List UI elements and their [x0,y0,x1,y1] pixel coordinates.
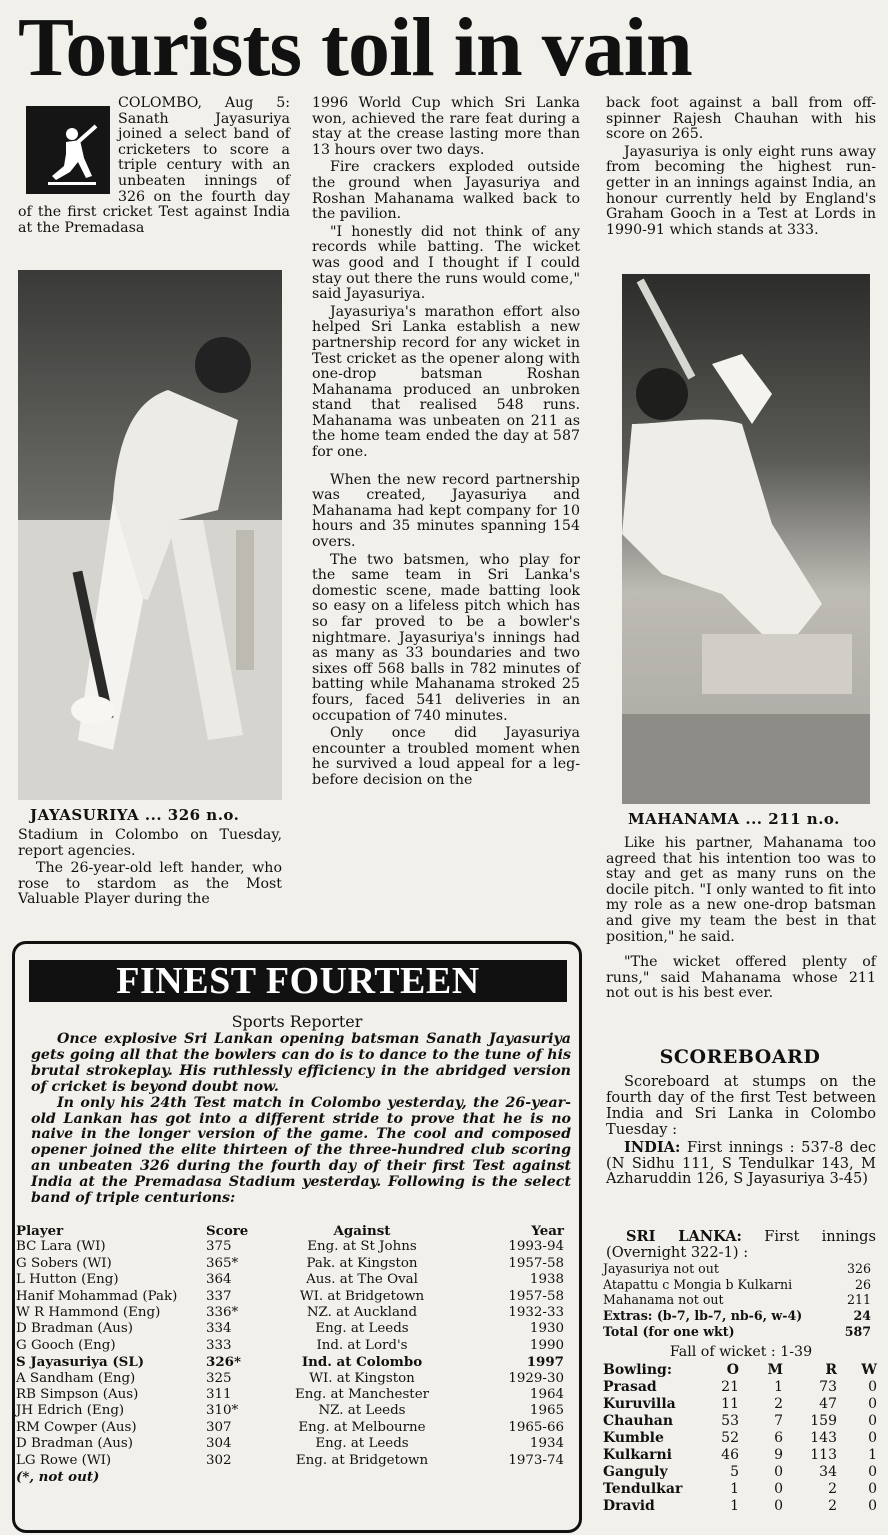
overs-cell: 52 [721,1430,739,1446]
maidens-cell: 2 [774,1396,783,1412]
column3-paragraph-1: back foot against a ball from off-spinner Rajesh Chauhan with his score on 265. [606,95,876,143]
batting-row [603,1277,877,1293]
year-cell: 1990 [529,1337,564,1353]
bowler-cell: Chauhan [603,1413,673,1429]
runs-cell: 34 [819,1464,837,1480]
bowling-row [603,1464,877,1481]
table-row [16,1420,564,1436]
table-row [16,1338,564,1354]
score-cell: 311 [206,1387,232,1403]
header-score: Score [206,1223,249,1239]
column3-paragraph-4: "The wicket offered plenty of runs," said Mahanama whose 211 not out is his best ever. [606,954,876,1002]
table-row [16,1403,564,1419]
runs-cell: 211 [846,1292,871,1308]
score-cell: 310* [206,1403,239,1419]
wickets-cell: 1 [868,1447,877,1463]
table-footnote: (*, not out) [16,1469,100,1486]
player-cell: S Jayasuriya (SL) [16,1354,145,1371]
against-cell: NZ. at Leeds [318,1403,406,1419]
player-cell: A Sandham (Eng) [16,1370,136,1386]
wickets-cell: 0 [868,1396,877,1412]
runs-cell: 113 [810,1447,837,1463]
bowling-row [603,1481,877,1498]
year-cell: 1973-74 [508,1452,564,1468]
column2-paragraph-3: "I honestly did not think of any records while batting. The wicket was good and I thought if I could stay out there the runs would come," said Jayasuriya. [312,223,580,303]
score-cell: 336* [206,1305,239,1321]
bowling-row [603,1498,877,1515]
bowling-row [603,1379,877,1396]
column3-paragraph-3: Like his partner, Mahanama too agreed that his intention too was to stay and get as many runs on the docile pitch. "I only wanted to fit into my role as a new one-drop batsman and give my team the best in that position," he said. [606,835,876,945]
sri-lanka-innings: First innings (Overnight 322-1) : [606,1228,876,1261]
maidens-cell: 0 [774,1464,783,1480]
column1-bottom [18,828,282,910]
header-year: Year [531,1223,564,1239]
bowling-row [603,1413,877,1430]
runs-cell: 143 [810,1430,837,1446]
maidens-cell: 0 [774,1481,783,1497]
table-row [16,1239,564,1255]
column2-paragraph-6: The two batsmen, who play for the same team in Sri Lanka's domestic scene, made batting look so easy on a lifeless pitch which has so far proved to be a bowler's nightmare. Jayasuriya's innings had as many as 33 boundaries and two sixes off 568 balls in 782 minutes of batting while Mahanama stroked 25 fours, faced 541 deliveries in an occupation of 740 minutes. [312,551,580,724]
player-cell: RM Cowper (Aus) [16,1419,137,1435]
year-cell: 1929-30 [508,1370,564,1386]
batsman-cell: Total (for one wkt) [603,1323,735,1339]
bowler-cell: Dravid [603,1498,655,1514]
bowling-header-runs: R [825,1362,837,1378]
runs-cell: 26 [854,1276,871,1292]
bowler-cell: Ganguly [603,1464,668,1480]
runs-cell: 159 [810,1413,837,1429]
batting-row [603,1308,877,1324]
photo-caption-mahanama: MAHANAMA ... 211 n.o. [628,810,840,828]
triple-centuries-table [16,1223,564,1486]
runs-cell: 73 [819,1379,837,1395]
against-cell: Pak. at Kingston [306,1255,418,1271]
against-cell: Eng. at St Johns [307,1239,417,1255]
batsman-cell: Jayasuriya not out [603,1261,719,1276]
batting-table [603,1261,877,1340]
against-cell: Eng. at Melbourne [298,1419,426,1435]
bowling-header-maidens: M [767,1362,783,1378]
table-row [16,1387,564,1403]
bowling-header-overs: O [726,1362,739,1378]
against-cell: Ind. at Colombo [301,1354,423,1371]
player-cell: BC Lara (WI) [16,1239,106,1255]
finest-intro [31,1032,571,1207]
india-innings: First innings : 537-8 dec (N Sidhu 111, S Tendulkar 143, M Azharuddin 126, S Jayasuriya 3-45) [606,1138,877,1188]
column1-paragraph: The 26-year-old left hander, who rose to stardom as the Most Valuable Player during the [18,860,282,908]
runs-cell: 2 [828,1481,837,1497]
mahanama-photo [622,274,870,804]
player-cell: L Hutton (Eng) [16,1272,119,1288]
runs-cell: 326 [846,1261,871,1276]
player-cell: W R Hammond (Eng) [16,1305,161,1321]
table-row [16,1256,564,1272]
jayasuriya-photo [18,270,282,800]
bowler-cell: Kuruvilla [603,1396,676,1412]
wickets-cell: 0 [868,1430,877,1446]
sri-lanka-label: SRI LANKA: [626,1228,742,1245]
player-cell: G Sobers (WI) [16,1255,112,1271]
photo-caption-jayasuriya: JAYASURIYA ... 326 n.o. [30,806,240,824]
score-cell: 325 [206,1370,232,1386]
runs-cell: 47 [819,1396,837,1412]
bowling-header-row [603,1362,877,1379]
table-row [16,1305,564,1321]
player-cell: JH Edrich (Eng) [16,1403,125,1419]
year-cell: 1957-58 [508,1255,564,1271]
maidens-cell: 7 [774,1413,783,1429]
bowling-row [603,1430,877,1447]
against-cell: Eng. at Leeds [315,1321,409,1337]
player-cell: Hanif Mohammad (Pak) [16,1288,178,1304]
year-cell: 1930 [529,1321,564,1337]
headline: Tourists toil in vain [18,1,692,94]
table-row [16,1371,564,1387]
column2-paragraph-7: Only once did Jayasuriya encounter a troubled moment when he survived a loud appeal for a leg-before decision on the [312,725,580,788]
column2-paragraph-5: When the new record partnership was created, Jayasuriya and Mahanama had kept company for 10 hours and 35 minutes spanning 154 overs. [312,471,580,551]
overs-cell: 1 [730,1481,739,1497]
wickets-cell: 0 [868,1498,877,1514]
table-row [16,1354,564,1370]
dateline-paragraph: COLOMBO, Aug 5: Sanath Jayasuriya joined a select band of cricketers to score a triple century with an unbeaten innings of 326 on the fourth day of the first cricket Test against India at the Premadasa [18,95,290,236]
overs-cell: 11 [721,1396,739,1412]
overs-cell: 5 [730,1464,739,1480]
maidens-cell: 0 [774,1498,783,1514]
bowler-cell: Tendulkar [603,1481,683,1497]
year-cell: 1993-94 [508,1239,564,1255]
finest-intro-paragraph-2: In only his 24th Test match in Colombo yesterday, the 26-year-old Lankan has got into a different stride to prove that he is no naive in the longer version of the game. The cool and composed opener joined the elite thirteen of the three-hundred club scoring an unbeaten 326 during the fourth day of their first Test against India at the Premadasa Stadium yesterday. Following is the select band of triple centurions: [31,1094,571,1207]
player-cell: RB Simpson (Aus) [16,1387,139,1403]
table-row [16,1321,564,1337]
batsman-cell: Atapattu c Mongia b Kulkarni [603,1276,793,1292]
score-cell: 326* [206,1354,241,1371]
column3-bottom [606,836,876,1004]
overs-cell: 53 [721,1413,739,1429]
byline: Sports Reporter [231,1012,363,1031]
batting-row [603,1324,877,1340]
score-cell: 365* [206,1255,239,1271]
score-cell: 307 [206,1419,232,1435]
column1-continuation: Stadium in Colombo on Tuesday, report agencies. [18,827,282,859]
player-cell: G Gooch (Eng) [16,1337,116,1353]
column2-paragraph-1: 1996 World Cup which Sri Lanka won, achieved the rare feat during a stay at the crease lasting more than 13 hours over two days. [312,95,580,158]
player-cell: LG Rowe (WI) [16,1452,112,1468]
column2 [312,96,580,791]
scoreboard-intro-block [606,1074,876,1189]
year-cell: 1938 [529,1272,564,1288]
scoreboard-title: SCOREBOARD [659,1046,821,1068]
score-cell: 364 [206,1272,232,1288]
score-cell: 337 [206,1288,232,1304]
wickets-cell: 0 [868,1481,877,1497]
table-header-row [16,1223,564,1239]
maidens-cell: 9 [774,1447,783,1463]
sri-lanka-innings-block [606,1229,876,1263]
table-row [16,1289,564,1305]
finest-fourteen-title: FINEST FOURTEEN [29,960,567,1002]
bowling-header-wickets: W [861,1362,877,1378]
table-row [16,1436,564,1452]
header-player: Player [16,1223,64,1239]
cricket-batsman-icon [26,106,110,194]
column2-paragraph-4: Jayasuriya's marathon effort also helped Sri Lanka establish a new partnership record for any wicket in Test cricket as the opener along with one-drop batsman Roshan Mahanama produced an unbroken stand that realised 548 runs. Mahanama was unbeaten on 211 as the home team ended the day at 587 for one. [312,303,580,461]
column3-paragraph-2: Jayasuriya is only eight runs away from becoming the highest run-getter in an innings against India, an honour currently held by England's Graham Gooch in a Test at Lords in 1990-91 which stands at 333. [606,143,876,238]
fall-of-wicket: Fall of wicket : 1-39 [669,1344,813,1360]
score-cell: 333 [206,1337,232,1353]
score-cell: 334 [206,1321,232,1337]
overs-cell: 21 [721,1379,739,1395]
overs-cell: 46 [721,1447,739,1463]
year-cell: 1965-66 [508,1419,564,1435]
bowling-table [603,1362,877,1515]
player-cell: D Bradman (Aus) [16,1321,133,1337]
against-cell: Aus. at The Oval [306,1272,418,1288]
bowler-cell: Kumble [603,1430,664,1446]
batsman-cell: Mahanama not out [603,1292,724,1308]
against-cell: Ind. at Lord's [316,1337,408,1353]
bowling-row [603,1396,877,1413]
against-cell: Eng. at Manchester [294,1387,430,1403]
batting-row [603,1261,877,1277]
year-cell: 1965 [529,1403,564,1419]
bowler-cell: Kulkarni [603,1447,673,1463]
runs-cell: 2 [828,1498,837,1514]
score-cell: 304 [206,1436,232,1452]
india-label: INDIA: [624,1138,681,1156]
maidens-cell: 6 [774,1430,783,1446]
column3-top [606,96,876,240]
column1-dateline-block [18,96,290,238]
runs-cell: 587 [844,1323,871,1339]
year-cell: 1997 [526,1354,564,1371]
batting-row [603,1292,877,1308]
finest-intro-paragraph-1: Once explosive Sri Lankan opening batsman Sanath Jayasuriya gets going all that the bowlers can do is to dance to the tune of his brutal strokeplay. His ruthlessly efficiency in the abridged version of cricket is beyond doubt now. [31,1031,571,1095]
year-cell: 1932-33 [508,1305,564,1321]
against-cell: WI. at Bridgetown [299,1288,425,1304]
wickets-cell: 0 [868,1464,877,1480]
bowler-cell: Prasad [603,1379,657,1395]
runs-cell: 24 [853,1308,871,1324]
player-cell: D Bradman (Aus) [16,1436,133,1452]
against-cell: Eng. at Leeds [315,1436,409,1452]
table-row [16,1453,564,1469]
score-cell: 375 [206,1239,232,1255]
against-cell: WI. at Kingston [309,1370,415,1386]
overs-cell: 1 [730,1498,739,1514]
bowling-header: Bowling: [603,1362,672,1378]
wickets-cell: 0 [868,1379,877,1395]
maidens-cell: 1 [774,1379,783,1395]
scoreboard-intro: Scoreboard at stumps on the fourth day of the first Test between India and Sri Lanka in Colombo Tuesday : [606,1073,876,1138]
batsman-cell: Extras: (b-7, lb-7, nb-6, w-4) [603,1308,803,1324]
wickets-cell: 0 [868,1413,877,1429]
year-cell: 1964 [529,1387,564,1403]
score-cell: 302 [206,1452,232,1468]
table-row [16,1272,564,1288]
column2-paragraph-2: Fire crackers exploded outside the ground when Jayasuriya and Roshan Mahanama walked back to the pavilion. [312,159,580,223]
against-cell: Eng. at Bridgetown [295,1452,429,1468]
bowling-row [603,1447,877,1464]
header-against: Against [333,1223,391,1239]
year-cell: 1957-58 [508,1288,564,1304]
year-cell: 1934 [529,1436,564,1452]
against-cell: NZ. at Auckland [306,1305,418,1321]
